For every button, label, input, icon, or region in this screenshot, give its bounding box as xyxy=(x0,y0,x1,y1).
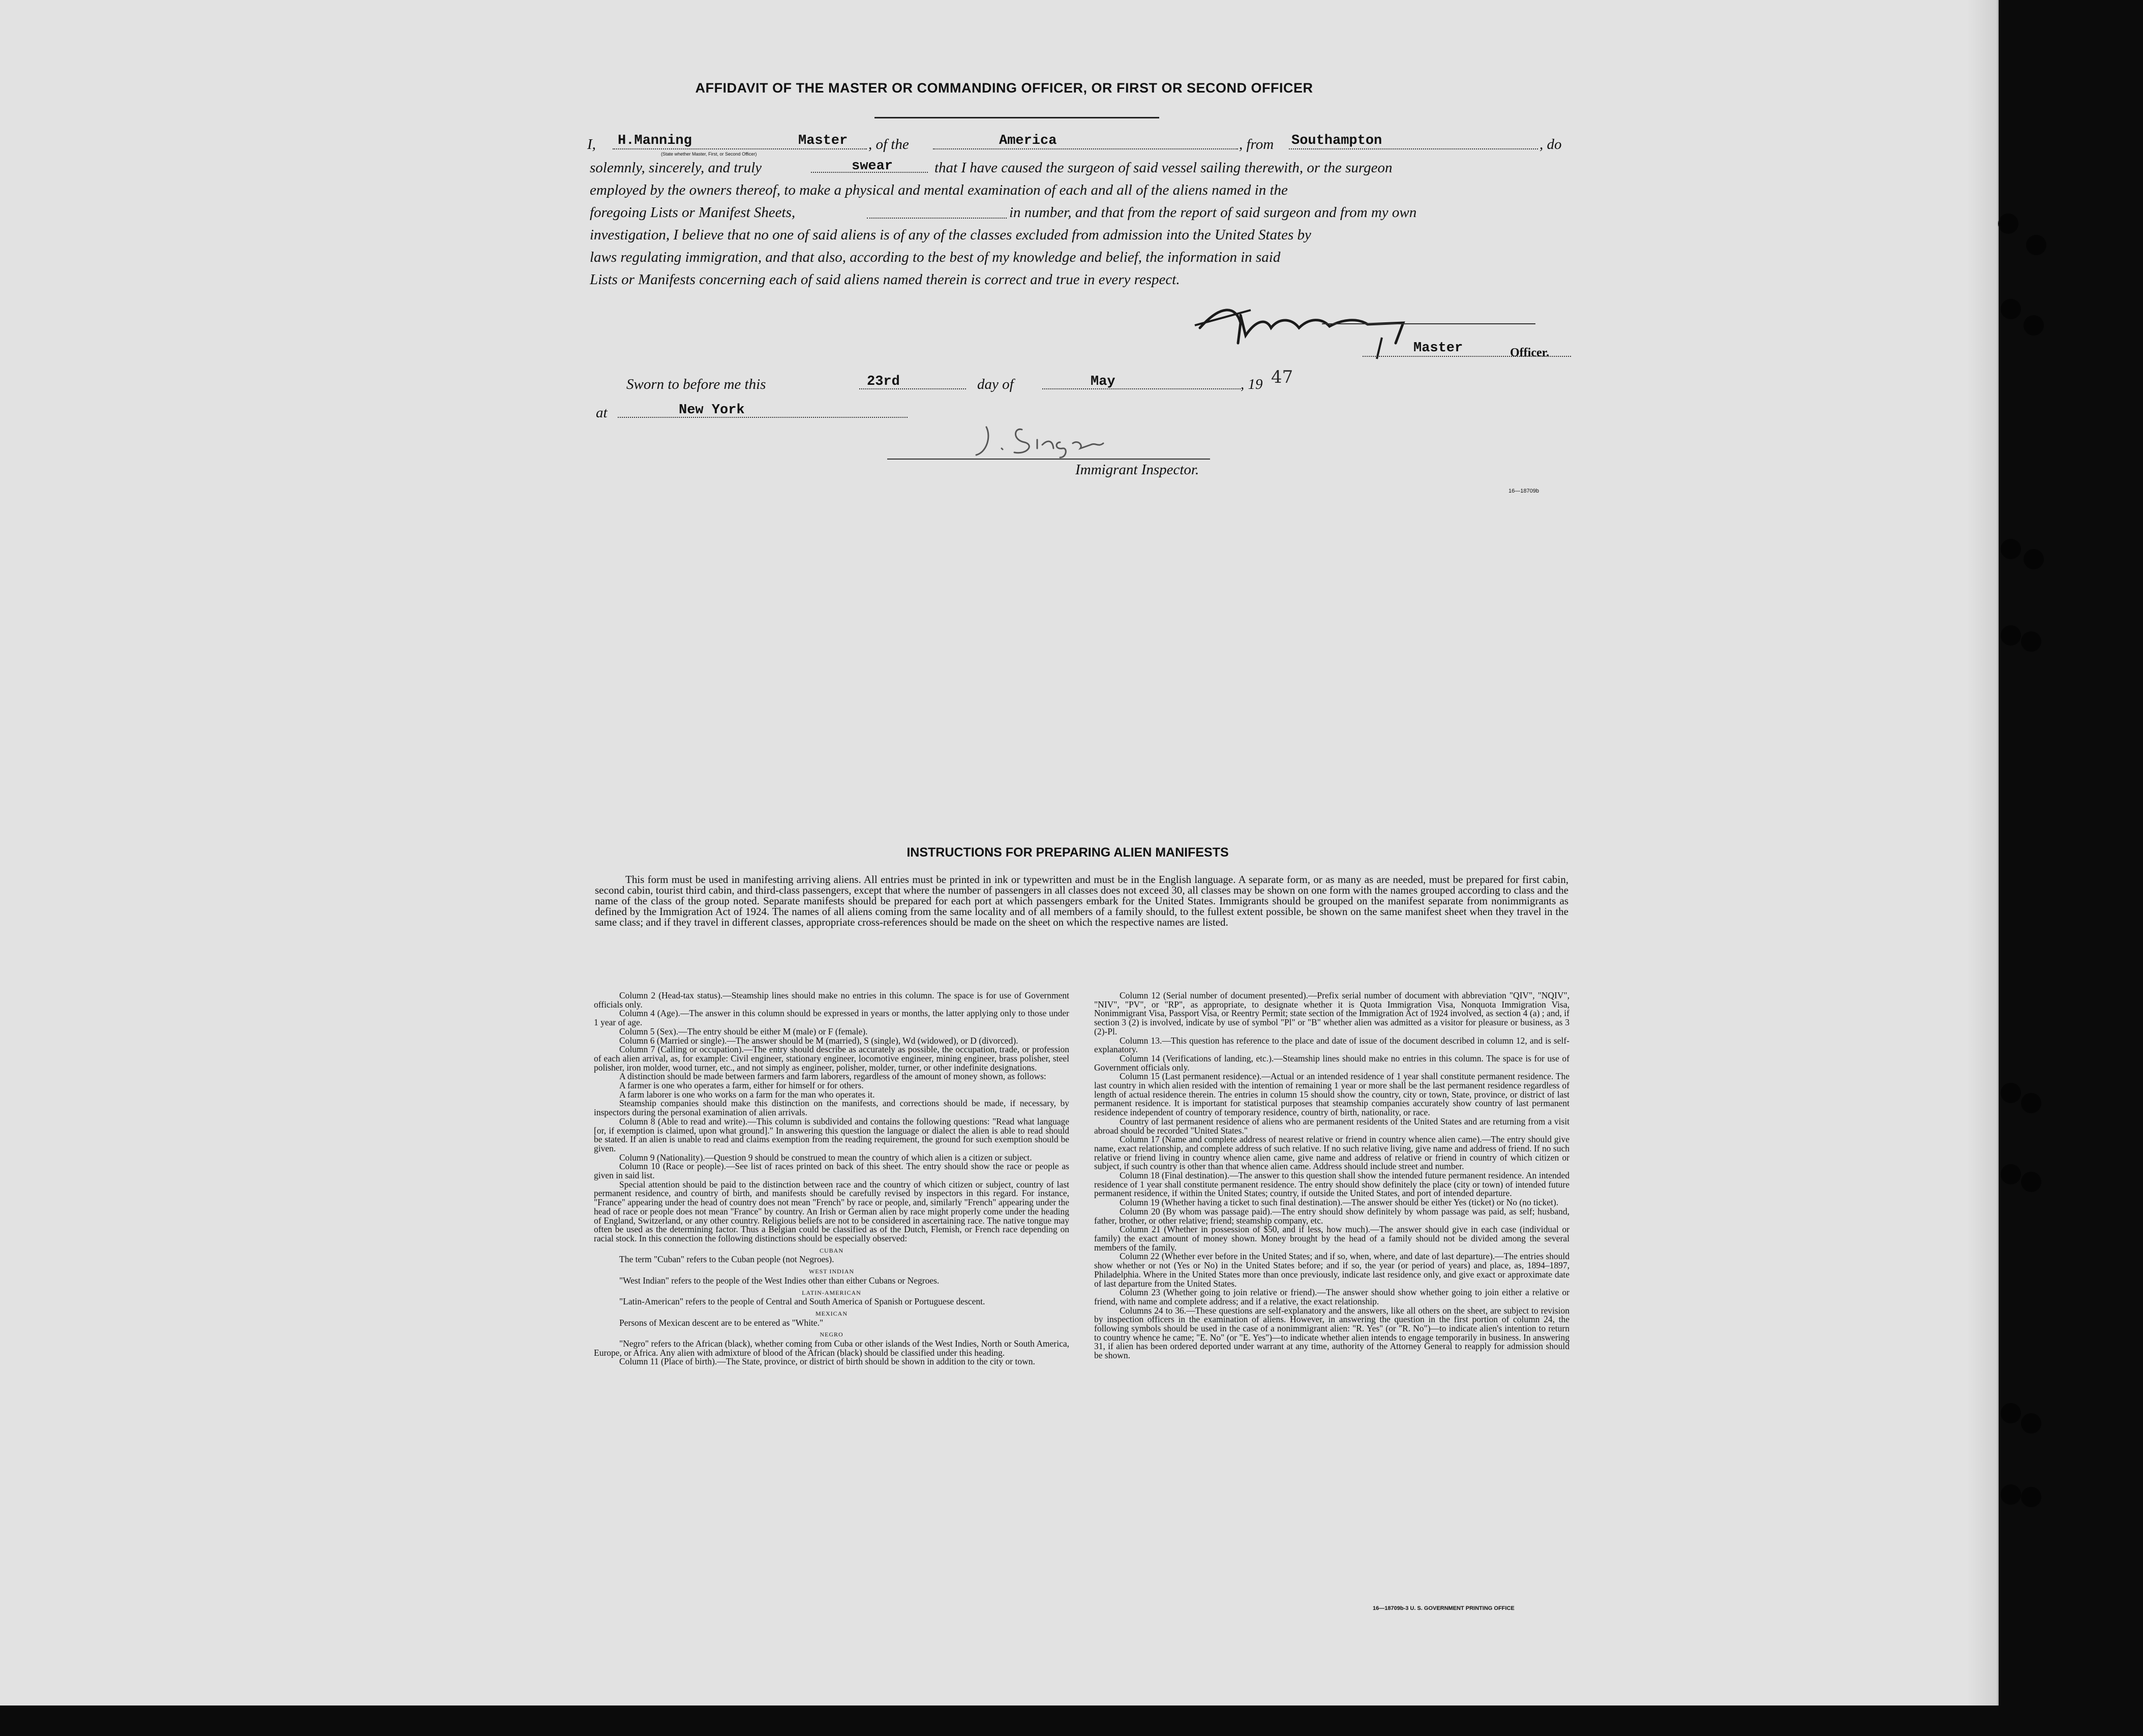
name-underline xyxy=(613,148,867,149)
instruction-paragraph: Column 22 (Whether ever before in the United States; and if so, when, where, and date of last departure).—The entries should show whether or not (Yes or No) in the United States before; and if so, the year (or period of years) and place, as, 1894–1897, Philadelphia. Where in the United States more than once previously, indicate last residence only, and give exact or approximate date of last departure from the United States. xyxy=(1094,1251,1569,1289)
signature-underline xyxy=(1322,323,1535,324)
vessel-underline xyxy=(933,148,1238,149)
month-underline xyxy=(1042,388,1241,389)
instructions-title: INSTRUCTIONS FOR PREPARING ALIEN MANIFESTS xyxy=(907,845,1229,860)
port-underline xyxy=(1289,148,1538,149)
definition-heading: CUBAN xyxy=(819,1246,843,1254)
sworn-place: New York xyxy=(679,403,745,418)
instruction-paragraph: A distinction should be made between farmers and farm laborers, regardless of the amount of money shown, as follows: xyxy=(619,1071,1046,1082)
race-definitions xyxy=(594,1246,1069,1358)
instruction-paragraph: Columns 24 to 36.—These questions are self-explanatory and the answers, like all others on the sheet, are subject to revision by inspection officers in the examination of aliens. However, in answering the question in the first portion of column 24, the following symbols should be used in the case of a nonimmigrant alien: "R. Yes" (or "R. No")—to indicate alien's intention to return to country whence he came; "E. No" (or "E. Yes")—to indicate whether alien intends to engage temporarily in business. In answering 31, if alien has been ordered deported under warrant at any time, authority of the Attorney General to reapply for admission should be shown. xyxy=(1094,1305,1569,1361)
oath-word: swear xyxy=(852,159,893,174)
column-11-note: Column 11 (Place of birth).—The State, province, or district of birth should be shown in addition to the city or town. xyxy=(619,1356,1035,1367)
definition-text: "Latin-American" refers to the people of Central and South America of Spanish or Portuguese descent. xyxy=(619,1296,985,1307)
affidavit-line-4a: foregoing Lists or Manifest Sheets, xyxy=(590,204,796,221)
definition-heading: WEST INDIAN xyxy=(808,1268,855,1275)
signer-title: Master xyxy=(1413,341,1463,356)
instruction-paragraph: Steamship companies should make this distinction on the manifests, and corrections should be made, if necessary, by inspectors during the personal examination of alien arrivals. xyxy=(594,1098,1069,1118)
instruction-paragraph: Column 21 (Whether in possession of $50, and if less, how much).—The answer should give in each case (individual or family) the exact amount of money shown. Money brought by the head of a family should not be divided among the several members of the family. xyxy=(1094,1224,1569,1253)
instruction-paragraph: Column 20 (By whom was passage paid).—The entry should show definitely by whom passage was paid, as self; husband, father, brother, or other relative; friend; steamship company, etc. xyxy=(1094,1206,1569,1226)
instructions-right-column xyxy=(1094,991,1569,1360)
affidavit-line-3: employed by the owners thereof, to make a physical and mental examination of each and all of the aliens named in the xyxy=(590,182,1288,198)
punch-hole xyxy=(2001,625,2021,646)
instruction-paragraph: Special attention should be paid to the distinction between race and the country of which citizen or subject, country of last permanent residence, and country of birth, and manifests should be carefully revised by inspectors in this regard. For instance, "France" appearing under the head of country does not mean "French" by race or people, and, similarly "French" appearing under the head of race or people does not mean "France" by country. An Irish or German alien by race might properly come under the heading of England, Switzerland, or any other country. Religious beliefs are not to be considered in ascertaining race. The native tongue may often be used as the determining factor. Thus a Belgian could be classified as of the Dutch, Flemish, or French race depending on racial stock. In this connection the following distinctions should be especially observed: xyxy=(594,1179,1069,1243)
instruction-paragraph: Column 19 (Whether having a ticket to such final destination).—The answer should be either Yes (ticket) or No (no ticket). xyxy=(1120,1197,1559,1208)
instruction-paragraph: Column 5 (Sex).—The entry should be either M (male) or F (female). xyxy=(619,1026,868,1037)
instructions-footer: 16—18709b-3 U. S. GOVERNMENT PRINTING OFFICE xyxy=(1373,1605,1515,1611)
punch-hole xyxy=(2021,1093,2041,1113)
affidavit-line-4b: in number, and that from the report of said surgeon and from my own xyxy=(1009,204,1417,221)
punch-hole xyxy=(2024,549,2044,569)
punch-hole xyxy=(2021,1413,2041,1434)
affidavit-line-7: Lists or Manifests concerning each of said aliens named therein is correct and true in every respect. xyxy=(590,271,1180,288)
of-the-label: , of the xyxy=(868,136,909,153)
master-name: H.Manning xyxy=(618,133,692,148)
instruction-paragraph: Column 23 (Whether going to join relative or friend).—The answer should show whether going to join either a relative or friend, with name and complete address; and if a relative, the exact relationship. xyxy=(1094,1287,1569,1306)
affidavit-line-2a: solemnly, sincerely, and truly xyxy=(590,160,762,176)
punch-hole xyxy=(2021,1487,2041,1507)
title-underline xyxy=(874,117,1159,118)
instruction-paragraph: Column 8 (Able to read and write).—This column is subdivided and contains the following questions: "Read what language [or, if exemption is claimed, upon what ground]." In answering this question the language or dialect the alien is able to read should be stated. If an alien is unable to read and claims exemption from the reading requirement, the ground for such exemption should be given. xyxy=(594,1116,1069,1153)
instruction-paragraph: Column 4 (Age).—The answer in this column should be expressed in years or months, the latter applying only to those under 1 year of age. xyxy=(594,1008,1069,1028)
i-label: I, xyxy=(587,136,596,153)
affidavit-line-5: investigation, I believe that no one of said aliens is of any of the classes excluded from admission into the United States by xyxy=(590,227,1311,243)
sworn-label: Sworn to before me this xyxy=(626,376,766,392)
punch-hole xyxy=(2021,1172,2041,1192)
instruction-paragraph: Column 2 (Head-tax status).—Steamship lines should make no entries in this column. The space is for use of Government officials only. xyxy=(594,990,1069,1010)
inspector-label: Immigrant Inspector. xyxy=(1075,462,1199,478)
right-column-paragraphs xyxy=(1094,991,1569,1360)
sworn-month: May xyxy=(1091,374,1115,389)
instruction-paragraph: Column 12 (Serial number of document presented).—Prefix serial number of document with abbreviation "QIV", "NQIV", "NIV", "PV", or "RP", as appropriate, to designate whether it is Quota Immigration Visa, Nonquota Immigration Visa, Nonimmigrant Visa, Passport Visa, or Reentry Permit; state section of the Immigration Act of 1924 involved, as section 4 (a) ; and, if section 3 (2) is involved, indicate by use of symbol "Pl" or "B" whether alien was admitted as a visitor for pleasure or business, as 3 (2)-Pl. xyxy=(1094,990,1569,1037)
punch-hole xyxy=(2001,1403,2021,1423)
port-name: Southampton xyxy=(1291,133,1382,148)
punch-hole xyxy=(2001,1083,2021,1103)
punch-hole xyxy=(2001,1484,2021,1505)
count-underline xyxy=(867,218,1007,219)
definition-heading: NEGRO xyxy=(820,1331,843,1338)
punch-hole xyxy=(2001,299,2021,319)
punch-hole xyxy=(2021,631,2041,652)
punch-hole xyxy=(2026,235,2046,255)
instruction-paragraph: Column 14 (Verifications of landing, etc.).—Steamship lines should make no entries in this column. The space is for use of Government officials only. xyxy=(1094,1053,1569,1073)
day-of-label: day of xyxy=(977,376,1014,392)
punch-hole xyxy=(2001,1164,2021,1184)
instruction-paragraph: A farmer is one who operates a farm, either for himself or for others. xyxy=(619,1080,864,1091)
do-label: , do xyxy=(1540,136,1562,153)
instruction-paragraph: Column 15 (Last permanent residence).—Actual or an intended residence of 1 year shall constitute permanent residence. The last country in which alien resided with the intention of remaining 1 year or more shall be the last permanent residence regardless of length of actual residence therein. The entries in column 15 should show the country, city or town, State, province, or district of last permanent residence. It is important for statistical purposes that steamship companies accurately show country of last permanent residence independent of country of temporary residence, country of birth, nationality, or race. xyxy=(1094,1071,1569,1118)
left-column-paragraphs xyxy=(594,991,1069,1243)
master-signature xyxy=(1190,295,1424,356)
vessel-name: America xyxy=(999,133,1057,148)
at-label: at xyxy=(596,405,608,421)
instruction-paragraph: Column 18 (Final destination).—The answer to this question shall show the intended future permanent residence. An intended residence of 1 year shall constitute permanent residence. The entry should show definitely the place (city or town) of intended future permanent residence, if within the United States; country, if outside the United States, and port of intended departure. xyxy=(1094,1170,1569,1199)
signature-tick xyxy=(1373,336,1388,361)
place-underline xyxy=(618,417,908,418)
instruction-paragraph: Country of last permanent residence of aliens who are permanent residents of the United States and are returning from a visit abroad should be recorded "United States." xyxy=(1094,1116,1569,1136)
instructions-intro: This form must be used in manifesting arriving aliens. All entries must be printed in ink or typewritten and must be in the English language. A separate form, or as many as are needed, must be prepared for first cabin, second cabin, tourist third cabin, and third-class passengers, except that where the number of passengers in all classes does not exceed 30, all classes may be shown on one form with the names grouped according to class and the name of the class of the group noted. Separate manifests should be prepared for each port at which passengers embark for the United States. Immigrants should be grouped on the manifest separate from nonimmigrants as defined by the Immigration Act of 1924. The names of all aliens coming from the same locality and of all members of a family should, to the fullest extent possible, be shown on the same manifest sheet when they travel in the same class; and if they travel in different classes, appropriate cross-references should be made on the sheet on which the respective names are listed. xyxy=(595,873,1568,928)
affidavit-form-number: 16—18709b xyxy=(1508,488,1539,494)
instruction-paragraph: Column 7 (Calling or occupation).—The entry should describe as accurately as possible, the occupation, trade, or profession of each alien arrival, as, for example: Civil engineer, stationary engineer, locomotive engineer, mining engineer, brass polisher, steel polisher, iron molder, wood turner, etc., and not simply as engineer, polisher, molder, turner, or other indefinite designations. xyxy=(594,1044,1069,1073)
inspector-signature xyxy=(966,417,1129,463)
punch-hole xyxy=(2001,539,2021,559)
punch-hole xyxy=(1998,214,2018,234)
instruction-paragraph: Column 10 (Race or people).—See list of races printed on back of this sheet. The entry should show the race or people as given in said list. xyxy=(594,1161,1069,1181)
definition-heading: MEXICAN xyxy=(816,1309,848,1317)
instructions-left-column xyxy=(594,991,1069,1366)
master-rank: Master xyxy=(798,133,848,148)
instruction-paragraph: Column 13.—This question has reference to the place and date of issue of the document described in column 12, and is self-explanatory. xyxy=(1094,1035,1569,1055)
instruction-paragraph: Column 9 (Nationality).—Question 9 should be construed to mean the country of which alien is a citizen or subject. xyxy=(619,1152,1032,1163)
affidavit-line-2b: that I have caused the surgeon of said vessel sailing therewith, or the surgeon xyxy=(934,160,1393,176)
year-prefix: , 19 xyxy=(1241,376,1263,392)
sworn-day: 23rd xyxy=(867,374,900,389)
definition-text: Persons of Mexican descent are to be entered as "White." xyxy=(619,1317,824,1328)
affidavit-line-6: laws regulating immigration, and that also, according to the best of my knowledge and belief, the information in said xyxy=(590,249,1281,265)
instruction-paragraph: Column 17 (Name and complete address of nearest relative or friend in country whence alien came).—The entry should give name, exact relationship, and complete address of such relative. If no such relative living, give name and address of friend. If no such relative or friend living in country whence alien came, give name and address of relative or friend in country of which citizen or subject, if such country is other than that whence alien came. Address should include street and number. xyxy=(1094,1134,1569,1172)
year-suffix: 47 xyxy=(1271,367,1293,387)
definition-text: "Negro" refers to the African (black), whether coming from Cuba or other islands of the West Indies, North or South America, Europe, or Africa. Any alien with admixture of blood of the African (black) should be classified under this heading. xyxy=(594,1338,1069,1358)
definition-heading: LATIN-AMERICAN xyxy=(802,1289,861,1296)
affidavit-title: AFFIDAVIT OF THE MASTER OR COMMANDING OFFICER, OR FIRST OR SECOND OFFICER xyxy=(695,80,1313,96)
definition-text: "West Indian" refers to the people of the West Indies other than either Cubans or Negroes. xyxy=(619,1275,940,1286)
from-label: , from xyxy=(1239,136,1274,153)
instruction-paragraph: A farm laborer is one who works on a farm for the man who operates it. xyxy=(619,1089,875,1100)
signer-suffix: Officer. xyxy=(1510,346,1550,359)
instruction-paragraph: Column 6 (Married or single).—The answer should be M (married), S (single), Wd (widowed), or D (divorced). xyxy=(619,1035,1018,1046)
rank-hint: (State whether Master, First, or Second Officer) xyxy=(661,151,757,157)
punch-hole xyxy=(2024,315,2044,336)
definition-text: The term "Cuban" refers to the Cuban people (not Negroes). xyxy=(619,1254,834,1265)
